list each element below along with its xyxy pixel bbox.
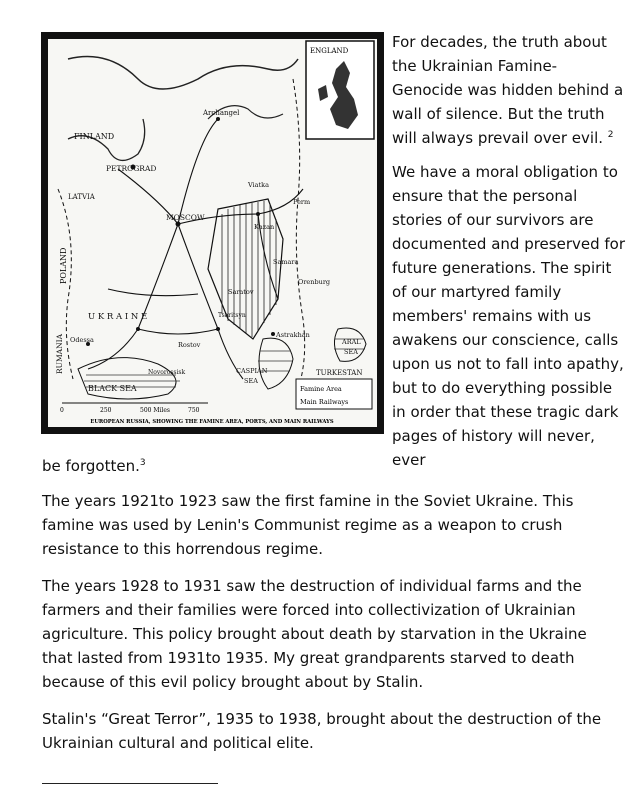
paragraph-first-famine-text: The years 1921to 1923 saw the first famine in the Soviet Ukraine. This famine was used by Lenin's Communist regime as a weapon to crush resistance to this horrendous regime. (42, 492, 574, 558)
map-caption: EUROPEAN RUSSIA, SHOWING THE FAMINE AREA, PORTS, AND MAIN RAILWAYS (90, 419, 334, 425)
scale-750: 750 (188, 407, 200, 414)
map-label-finland: FINLAND (74, 132, 115, 141)
famine-map-panel (48, 39, 377, 427)
map-label-ukraine: U K R A I N E (88, 312, 148, 322)
map-label-vyatka: Viatka (248, 181, 269, 189)
england-inset-label: ENGLAND (310, 47, 349, 55)
footnote-separator (42, 783, 218, 784)
map-label-novorossisk: Novorossisk (148, 369, 186, 376)
map-label-petrograd: PETROGRAD (106, 164, 157, 173)
railway-lines (88, 119, 303, 379)
paragraph-truth (392, 30, 628, 150)
paragraph-collectivization (42, 574, 610, 694)
map-label-saratov: Saratov (228, 288, 254, 296)
northern-coastline (68, 57, 298, 90)
map-label-rumania: RUMANIA (55, 333, 64, 374)
paragraph-great-terror (42, 707, 610, 755)
paragraph-first-famine (42, 489, 610, 561)
map-label-aral-2: SEA (344, 348, 358, 356)
paragraph-truth-text: For decades, the truth about the Ukrainian Famine-Genocide was hidden behind a wall of silence. But the truth will always prevail over evil. (392, 33, 624, 147)
map-scale-bar (60, 403, 208, 414)
map-label-kazan: Kazan (254, 223, 275, 231)
map-legend (296, 379, 372, 409)
famine-map-illustration (48, 39, 377, 427)
map-label-tsaritsyn: Tsaritsyn (218, 312, 246, 319)
paragraph-great-terror-text: Stalin's “Great Terror”, 1935 to 1938, brought about the destruction of the Ukrainian cultural and political elite. (42, 710, 602, 752)
continuation-text: be forgotten. (42, 457, 140, 475)
scale-500: 500 Miles (140, 407, 170, 414)
continuation-line (42, 454, 610, 478)
scale-250: 250 (100, 407, 112, 414)
legend-famine-area: Famine Area (300, 385, 342, 393)
map-label-caspian-1: CASPIAN (236, 367, 268, 375)
paragraph-collectivization-text: The years 1928 to 1931 saw the destruction of individual farms and the farmers and their families were forced into collectivization of Ukrainian agriculture. This policy brought about death by starvation in the Ukraine that lasted from 1931to 1935. My great grandparents starved to death because of this evil policy brought about by Stalin. (42, 577, 587, 691)
map-label-perm: Perm (293, 198, 311, 206)
map-label-odessa: Odessa (70, 336, 94, 344)
map-label-turkestan: TURKESTAN (316, 369, 363, 377)
famine-map-figure (41, 32, 384, 434)
paragraph-moral-obligation: We have a moral obligation to ensure that the personal stories of our survivors are documented and preserved for future generations. The spirit of our martyred family members' remains with us awakens our conscience, calls upon us not to fall into apathy, but to do everything possible in order that these tragic dark pages of history will never, ever (392, 163, 626, 469)
caspian-sea-hatch (258, 338, 293, 389)
footnote-ref-2: 2 (607, 130, 614, 140)
map-label-latvia: LATVIA (68, 193, 95, 201)
map-label-poland: POLAND (59, 247, 68, 284)
map-label-samara: Samara (273, 258, 299, 266)
map-label-aral-1: ARAL (342, 338, 361, 346)
map-label-moscow: MOSCOW (166, 213, 205, 222)
map-label-rostov: Rostov (178, 341, 201, 349)
map-label-astrakhan: Astrakhan (276, 331, 310, 339)
right-column-text (392, 30, 628, 482)
legend-main-railways: Main Railways (300, 398, 349, 406)
map-label-caspian-2: SEA (244, 377, 258, 385)
scale-0: 0 (60, 407, 64, 414)
map-label-orenburg: Orenburg (298, 278, 331, 286)
ural-boundary-line (293, 79, 305, 389)
footnote-ref-3: 3 (139, 458, 146, 468)
map-label-black-sea: BLACK SEA (88, 384, 137, 393)
map-label-archangel: Archangel (203, 109, 240, 117)
